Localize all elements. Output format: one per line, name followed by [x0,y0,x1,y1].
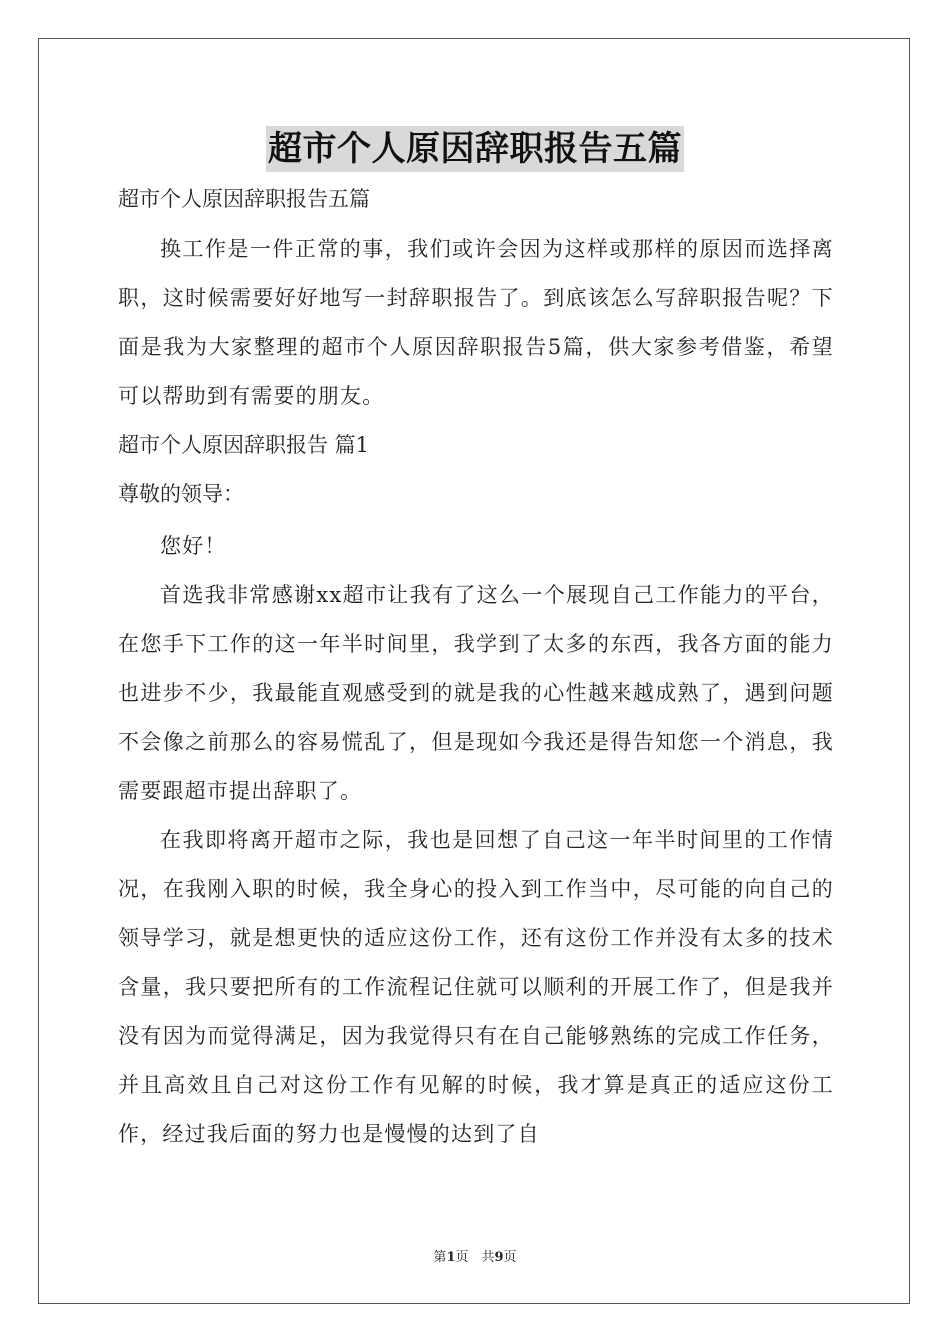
salutation: 尊敬的领导： [118,482,244,506]
document-subtitle: 超市个人原因辞职报告五篇 [118,187,370,211]
footer-mid: 页 共 [455,1250,495,1265]
body-paragraph-2: 在我即将离开超市之际，我也是回想了自己这一年半时间里的工作情况，在我刚入职的时候，我全身心的投入到工作当中，尽可能的向自己的领导学习，就是想更快的适应这份工作，还有这份工作并没有太多的技术含量，我只要把所有的工作流程记住就可以顺利的开展工作了，但是我并没有因为而觉得满足，因为我觉得只有在自己能够熟练的完成工作任务，并且高效且自己对这份工作有见解的时候，我才算是真正的适应这份工作，经过我后面的努力也是慢慢的达到了自 [118,828,834,1146]
footer-suffix: 页 [503,1250,517,1265]
footer-current-page: 1 [446,1250,456,1265]
title-container [0,126,950,172]
footer-prefix: 第 [433,1250,447,1265]
footer-total-pages: 9 [494,1250,504,1265]
body-paragraph-1: 首选我非常感谢xx超市让我有了这么一个展现自己工作能力的平台，在您手下工作的这一年半时间里，我学到了太多的东西，我各方面的能力也进步不少，我最能直观感受到的就是我的心性越来越成熟了，遇到问题不会像之前那么的容易慌乱了，但是现如今我还是得告知您一个消息，我需要跟超市提出辞职了。 [118,583,834,803]
intro-paragraph: 换工作是一件正常的事，我们或许会因为这样或那样的原因而选择离职，这时候需要好好地写一封辞职报告了。到底该怎么写辞职报告呢？下面是我为大家整理的超市个人原因辞职报告5篇，供大家参考借鉴，希望可以帮助到有需要的朋友。 [118,237,834,408]
page-footer [0,1246,950,1265]
section-heading: 超市个人原因辞职报告 篇1 [118,433,370,457]
greeting: 您好！ [160,534,227,558]
document-body [118,182,834,1159]
document-title: 超市个人原因辞职报告五篇 [266,126,684,172]
